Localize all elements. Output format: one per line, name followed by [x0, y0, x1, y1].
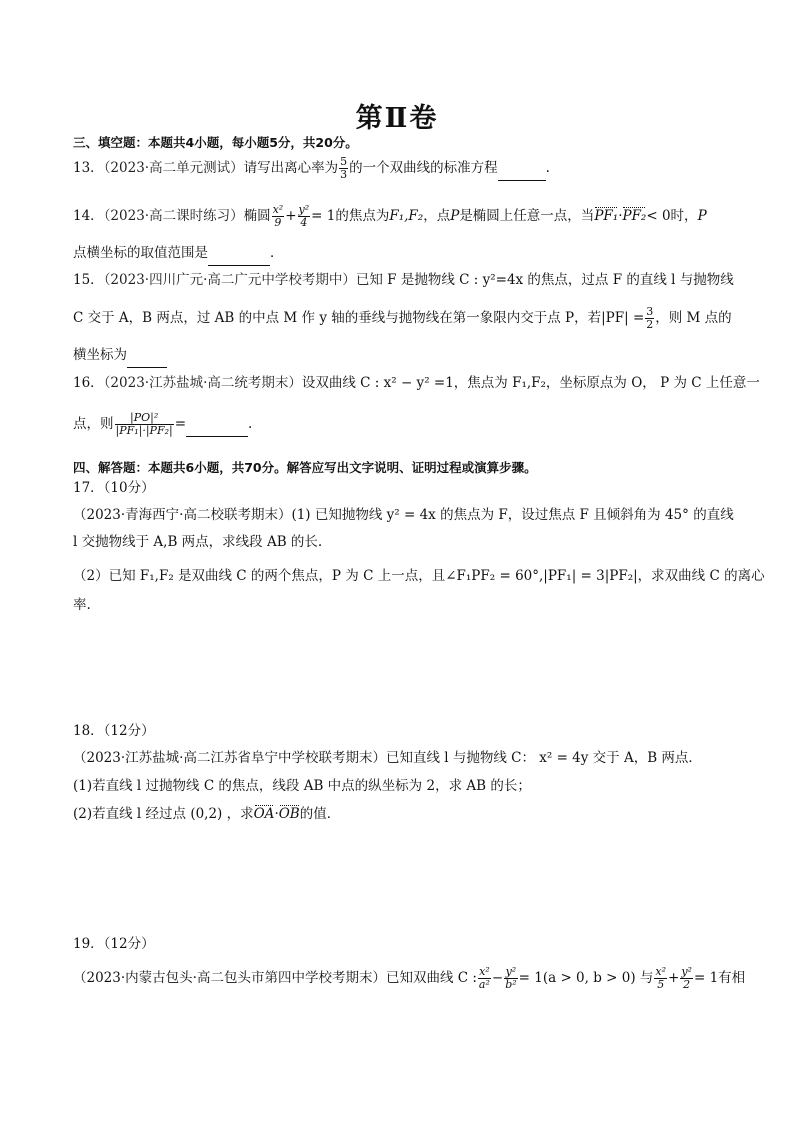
- question-text: C 交于 A，B 两点，过 AB 的中点 M 作 y 轴的垂线与抛物线在第一象限内交于点 P，若|PF| =: [73, 310, 645, 326]
- question-17-part-1-line-2: l 交抛物线于 A,B 两点，求线段 AB 的长.: [73, 534, 323, 550]
- page-title: 第Ⅱ卷: [355, 103, 439, 134]
- question-15: [73, 270, 734, 290]
- question-text: 设双曲线 C : x² − y² =1，焦点为 F₁,F₂，坐标原点为 O， P 为 C 上任意一: [301, 375, 760, 391]
- fraction: [478, 966, 491, 991]
- denominator: 3: [340, 168, 348, 181]
- question-text: =: [174, 416, 187, 432]
- denominator: 5: [657, 978, 665, 991]
- numerator: y²: [298, 203, 310, 216]
- question-text: 点横坐标的取值范围是: [73, 245, 208, 261]
- question-source: （2023·四川广元·高二广元中学校考期中）: [103, 272, 356, 288]
- question-18-stem: （2023·江苏盐城·高二江苏省阜宁中学校联考期末）已知直线 l 与抛物线 C： x² = 4y 交于 A，B 两点．: [73, 750, 702, 766]
- question-text: < 0时，: [646, 208, 698, 224]
- vector: OB: [278, 806, 300, 822]
- operator: +: [668, 970, 680, 986]
- question-text: 请写出离心率为: [243, 160, 339, 176]
- numerator: x²: [655, 965, 667, 978]
- question-number: 15．: [73, 272, 104, 288]
- question-15-line-3: [73, 345, 723, 368]
- question-text: 是椭圆上任意一点，当: [459, 208, 595, 224]
- denominator: 2: [646, 318, 654, 331]
- question-16: [73, 373, 760, 393]
- fraction: [339, 156, 348, 181]
- question-text: 横坐标为: [73, 347, 127, 363]
- operator: −: [491, 970, 504, 986]
- numerator: x²: [479, 965, 490, 978]
- fraction: [645, 306, 654, 331]
- math-var: P: [450, 208, 460, 224]
- fraction: [115, 412, 174, 437]
- math-var: P: [697, 208, 707, 224]
- denominator: 4: [300, 216, 308, 229]
- vector: PF₁: [594, 208, 619, 224]
- question-18-part-2: [73, 804, 723, 824]
- question-text: 的一个双曲线的标准方程: [349, 160, 498, 176]
- question-13: [73, 156, 723, 181]
- question-text: 的值．: [299, 806, 341, 822]
- answer-blank: [127, 347, 167, 368]
- fraction: [504, 966, 517, 991]
- question-number: 13．: [73, 160, 104, 176]
- question-19-stem: [73, 965, 746, 991]
- question-17-part-2: （2）已知 F₁,F₂ 是双曲线 C 的两个焦点，P 为 C 上一点，且∠F₁PF₂ = 60°,|PF₁| = 3|PF₂|，求双曲线 C 的离心: [73, 568, 765, 584]
- punctuation: .: [248, 416, 253, 432]
- denominator: b²: [505, 978, 517, 991]
- question-text: = 1(a > 0, b > 0) 与: [518, 970, 654, 986]
- question-text: 已知 F 是抛物线 C : y²=4x 的焦点，过点 F 的直线 l 与抛物线: [355, 272, 734, 288]
- numerator: x²: [272, 203, 284, 216]
- vector: PF₂: [622, 208, 647, 224]
- operator: ·: [274, 806, 279, 822]
- question-15-line-2: [73, 305, 732, 331]
- question-18-header: 18．（12分）: [73, 723, 155, 739]
- math-foci: F₁,F₂: [389, 208, 424, 224]
- question-17-part-2-line-2: 率.: [73, 597, 91, 613]
- question-source: （2023·江苏盐城·高二统考期末）: [103, 375, 302, 391]
- fraction: [654, 966, 667, 991]
- answer-blank: [186, 416, 248, 437]
- section-fill-in-blank-header: 三、填空题：本题共4小题，每小题5分，共20分。: [73, 135, 358, 150]
- question-19-header: 19．（12分）: [73, 936, 155, 952]
- fraction: [680, 966, 693, 991]
- fraction: [272, 204, 285, 229]
- question-17-part-1: （2023·青海西宁·高二校联考期末）(1) 已知抛物线 y² = 4x 的焦点为 F，设过焦点 F 且倾斜角为 45° 的直线: [73, 507, 734, 523]
- question-16-line-2: [73, 412, 723, 437]
- denominator: |PF₁|·|PF₂|: [115, 424, 173, 437]
- question-text: = 1的焦点为: [311, 208, 390, 224]
- punctuation: ．: [270, 245, 284, 261]
- question-14: [73, 204, 723, 229]
- answer-blank: [208, 245, 270, 266]
- numerator: |PO|²: [115, 412, 174, 425]
- operator: ·: [618, 208, 623, 224]
- numerator: 5: [340, 155, 348, 168]
- numerator: y²: [505, 965, 517, 978]
- denominator: 2: [683, 978, 691, 991]
- question-14-line-2: [73, 243, 723, 266]
- question-text: （2023·内蒙古包头·高二包头市第四中学校考期末）已知双曲线 C :: [73, 970, 477, 986]
- question-text: 椭圆: [243, 208, 271, 224]
- question-number: 16．: [73, 375, 104, 391]
- numerator: 3: [646, 305, 654, 318]
- question-text: ，则 M 点的: [655, 310, 732, 326]
- operator: +: [285, 208, 297, 224]
- question-source: （2023·高二课时练习）: [103, 208, 244, 224]
- punctuation: .: [545, 160, 550, 176]
- denominator: a²: [478, 978, 490, 991]
- question-17-header: 17．（10分）: [73, 480, 155, 496]
- question-text: ，点: [423, 208, 451, 224]
- section-answer-header: 四、解答题：本题共6小题，共70分。解答应写出文字说明、证明过程或演算步骤。: [73, 460, 537, 475]
- question-text: = 1有相: [693, 970, 746, 986]
- question-18-part-1: (1)若直线 l 过抛物线 C 的焦点，线段 AB 中点的纵坐标为 2，求 AB 的长；: [73, 778, 531, 794]
- denominator: 9: [274, 216, 282, 229]
- numerator: y²: [681, 965, 692, 978]
- answer-blank: [498, 160, 546, 181]
- fraction: [298, 204, 311, 229]
- question-source: （2023·高二单元测试）: [103, 160, 244, 176]
- vector: OA: [253, 806, 275, 822]
- question-text: 点，则: [73, 416, 114, 432]
- question-number: 14．: [73, 208, 104, 224]
- question-text: (2)若直线 l 经过点 (0,2) ，求: [73, 806, 254, 822]
